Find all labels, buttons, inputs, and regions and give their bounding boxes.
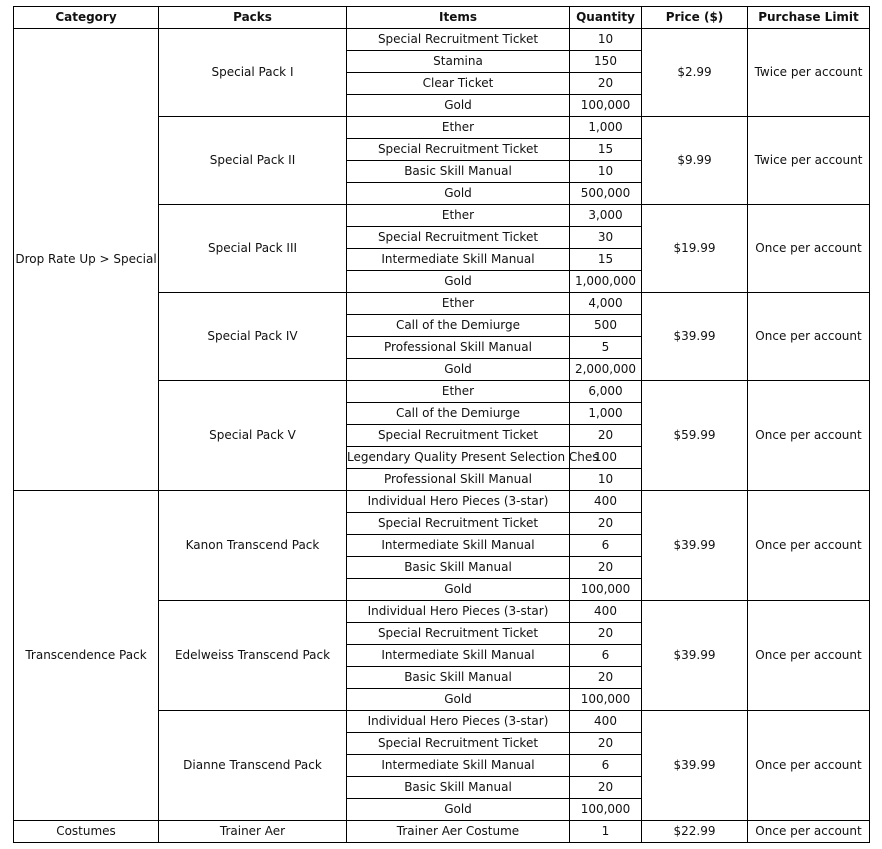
quantity-cell: 20 — [570, 425, 642, 447]
item-cell: Gold — [347, 579, 570, 601]
quantity-cell: 150 — [570, 51, 642, 73]
price-cell: $22.99 — [642, 821, 748, 843]
quantity-cell: 20 — [570, 667, 642, 689]
item-cell: Basic Skill Manual — [347, 161, 570, 183]
item-cell: Ether — [347, 381, 570, 403]
category-cell: Transcendence Pack — [14, 491, 159, 821]
price-cell: $2.99 — [642, 29, 748, 117]
quantity-cell: 5 — [570, 337, 642, 359]
quantity-cell: 30 — [570, 227, 642, 249]
quantity-cell: 400 — [570, 491, 642, 513]
item-cell: Basic Skill Manual — [347, 777, 570, 799]
item-cell: Professional Skill Manual — [347, 337, 570, 359]
quantity-cell: 15 — [570, 249, 642, 271]
item-cell: Gold — [347, 183, 570, 205]
item-cell: Professional Skill Manual — [347, 469, 570, 491]
quantity-cell: 10 — [570, 29, 642, 51]
item-cell: Gold — [347, 359, 570, 381]
item-cell: Intermediate Skill Manual — [347, 535, 570, 557]
item-cell: Intermediate Skill Manual — [347, 645, 570, 667]
price-cell: $9.99 — [642, 117, 748, 205]
purchase-limit-cell: Once per account — [748, 821, 870, 843]
item-cell: Basic Skill Manual — [347, 557, 570, 579]
quantity-cell: 4,000 — [570, 293, 642, 315]
header-category: Category — [14, 7, 159, 29]
item-cell: Individual Hero Pieces (3-star) — [347, 711, 570, 733]
price-cell: $39.99 — [642, 601, 748, 711]
quantity-cell: 20 — [570, 777, 642, 799]
pack-name-cell: Special Pack V — [159, 381, 347, 491]
item-cell: Call of the Demiurge — [347, 315, 570, 337]
quantity-cell: 6 — [570, 755, 642, 777]
pack-name-cell: Special Pack II — [159, 117, 347, 205]
price-cell: $39.99 — [642, 491, 748, 601]
item-cell: Intermediate Skill Manual — [347, 755, 570, 777]
purchase-limit-cell: Once per account — [748, 205, 870, 293]
pack-name-cell: Kanon Transcend Pack — [159, 491, 347, 601]
pack-table — [13, 6, 870, 843]
table-row — [14, 491, 870, 513]
item-cell: Ether — [347, 205, 570, 227]
quantity-cell: 20 — [570, 73, 642, 95]
quantity-cell: 2,000,000 — [570, 359, 642, 381]
quantity-cell: 100,000 — [570, 579, 642, 601]
category-cell: Costumes — [14, 821, 159, 843]
item-cell: Basic Skill Manual — [347, 667, 570, 689]
quantity-cell: 1,000 — [570, 117, 642, 139]
item-cell: Special Recruitment Ticket — [347, 139, 570, 161]
quantity-cell: 100,000 — [570, 689, 642, 711]
category-cell: Drop Rate Up > Special — [14, 29, 159, 491]
header-purchase-limit: Purchase Limit — [748, 7, 870, 29]
purchase-limit-cell: Twice per account — [748, 117, 870, 205]
price-cell: $39.99 — [642, 711, 748, 821]
item-cell: Trainer Aer Costume — [347, 821, 570, 843]
item-cell: Special Recruitment Ticket — [347, 29, 570, 51]
quantity-cell: 10 — [570, 469, 642, 491]
item-cell: Special Recruitment Ticket — [347, 623, 570, 645]
item-cell: Ether — [347, 117, 570, 139]
purchase-limit-cell: Once per account — [748, 601, 870, 711]
item-cell: Individual Hero Pieces (3-star) — [347, 491, 570, 513]
item-cell: Individual Hero Pieces (3-star) — [347, 601, 570, 623]
purchase-limit-cell: Once per account — [748, 711, 870, 821]
pack-name-cell: Trainer Aer — [159, 821, 347, 843]
quantity-cell: 6 — [570, 535, 642, 557]
header-price: Price ($) — [642, 7, 748, 29]
item-cell: Legendary Quality Present Selection Ches — [347, 447, 570, 469]
quantity-cell: 6,000 — [570, 381, 642, 403]
quantity-cell: 500,000 — [570, 183, 642, 205]
quantity-cell: 20 — [570, 513, 642, 535]
quantity-cell: 1 — [570, 821, 642, 843]
item-cell: Call of the Demiurge — [347, 403, 570, 425]
purchase-limit-cell: Twice per account — [748, 29, 870, 117]
header-quantity: Quantity — [570, 7, 642, 29]
pack-name-cell: Special Pack I — [159, 29, 347, 117]
quantity-cell: 20 — [570, 733, 642, 755]
purchase-limit-cell: Once per account — [748, 491, 870, 601]
quantity-cell: 1,000 — [570, 403, 642, 425]
price-cell: $39.99 — [642, 293, 748, 381]
quantity-cell: 15 — [570, 139, 642, 161]
item-cell: Clear Ticket — [347, 73, 570, 95]
item-cell: Special Recruitment Ticket — [347, 733, 570, 755]
quantity-cell: 1,000,000 — [570, 271, 642, 293]
item-cell: Gold — [347, 689, 570, 711]
pack-name-cell: Special Pack IV — [159, 293, 347, 381]
header-items: Items — [347, 7, 570, 29]
quantity-cell: 400 — [570, 601, 642, 623]
item-cell: Gold — [347, 271, 570, 293]
table-row — [14, 29, 870, 51]
quantity-cell: 500 — [570, 315, 642, 337]
quantity-cell: 10 — [570, 161, 642, 183]
pack-name-cell: Dianne Transcend Pack — [159, 711, 347, 821]
item-cell: Gold — [347, 95, 570, 117]
price-cell: $19.99 — [642, 205, 748, 293]
quantity-cell: 20 — [570, 623, 642, 645]
quantity-cell: 400 — [570, 711, 642, 733]
quantity-cell: 3,000 — [570, 205, 642, 227]
pack-name-cell: Edelweiss Transcend Pack — [159, 601, 347, 711]
purchase-limit-cell: Once per account — [748, 381, 870, 491]
item-cell: Gold — [347, 799, 570, 821]
quantity-cell: 100 — [570, 447, 642, 469]
item-cell: Special Recruitment Ticket — [347, 425, 570, 447]
header-row — [14, 7, 870, 29]
item-cell: Ether — [347, 293, 570, 315]
header-packs: Packs — [159, 7, 347, 29]
quantity-cell: 100,000 — [570, 799, 642, 821]
item-cell: Stamina — [347, 51, 570, 73]
quantity-cell: 20 — [570, 557, 642, 579]
quantity-cell: 100,000 — [570, 95, 642, 117]
table-body — [14, 29, 870, 843]
quantity-cell: 6 — [570, 645, 642, 667]
pack-name-cell: Special Pack III — [159, 205, 347, 293]
purchase-limit-cell: Once per account — [748, 293, 870, 381]
table-row — [14, 821, 870, 843]
item-cell: Intermediate Skill Manual — [347, 249, 570, 271]
price-cell: $59.99 — [642, 381, 748, 491]
item-cell: Special Recruitment Ticket — [347, 513, 570, 535]
item-cell: Special Recruitment Ticket — [347, 227, 570, 249]
